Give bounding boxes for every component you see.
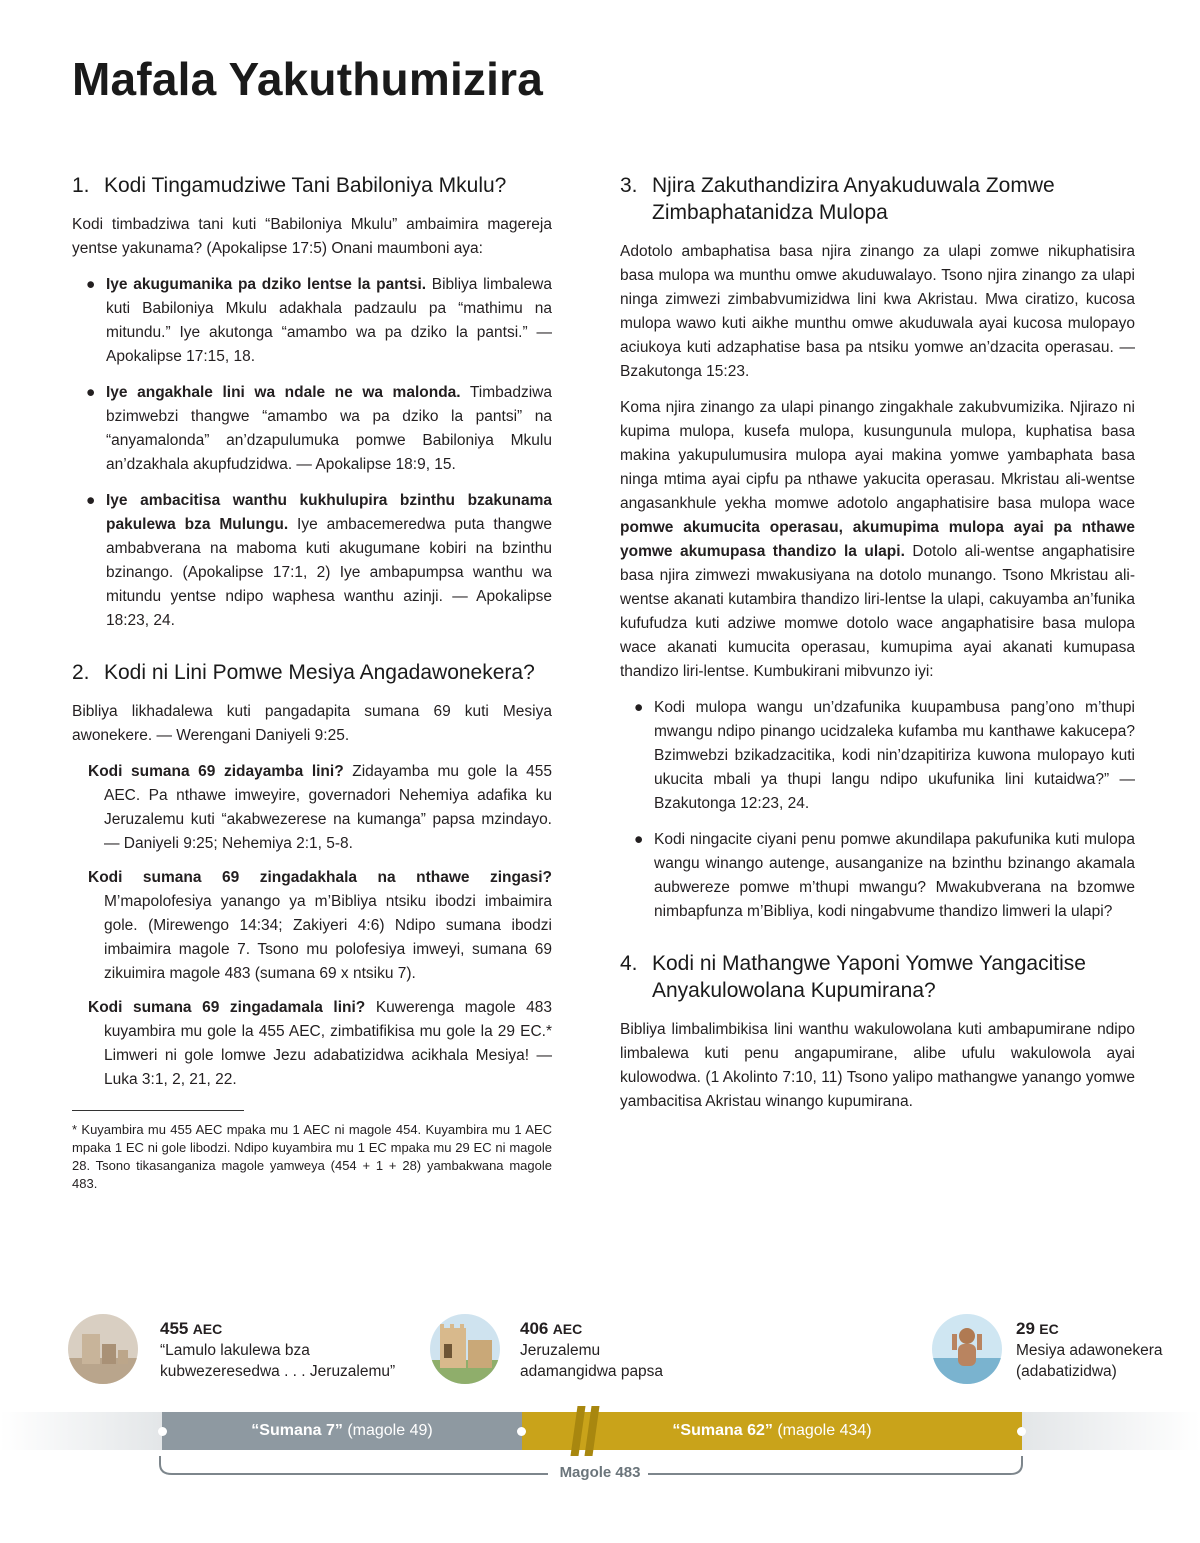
section-4-heading: 4. Kodi ni Mathangwe Yaponi Yomwe Yangacitise Anyakulowolana Kupumirana? <box>620 952 1086 1002</box>
list-item: ● Iye angakhale lini wa ndale ne wa malonda. Timbadziwa bzimwebzi thangwe “amambo wa pa dziko la pantsi” na “anyamalonda” an’dzapulumuka pomwe Babiloniya Mkulu an’dzakhala akupfudzidwa. — Apokalipse 18:9, 15. <box>86 384 552 473</box>
rebuilt-jerusalem-illustration <box>430 1314 500 1384</box>
timeline-lead-in <box>0 1412 162 1450</box>
section-4 <box>620 950 1135 1114</box>
event-455-label: 455 AEC “Lamulo lakulewa bza kubwezeresedwa . . . Jeruzalemu” <box>160 1319 396 1380</box>
section-1-bullets <box>72 273 552 633</box>
timeline <box>0 1300 1200 1500</box>
section-1-heading: 1. Kodi Tingamudziwe Tani Babiloniya Mkulu? <box>72 174 507 197</box>
section-3-paragraph-1: Adotolo ambaphatisa basa njira zinango za ulapi zomwe nikuphatisira basa mulopa wa munthu omwe akuduwalayo. Tsono njira zinango za ulapi ninga zimwezi zimbabvumizidwa lini kwa Akristau. Mwa ciratizo, kucosa mulopa wawo kuti aikhe munthu omwe akuduwala ayai kucosa mulopayo aciukoya kuti adzaphatise basa pa ntsiku yomwe an’dzacita operasau. — Bzakutonga 15:23. <box>620 243 1135 380</box>
right-column <box>620 172 1135 1140</box>
timeline-lead-out <box>1022 1412 1200 1450</box>
baptism-illustration <box>932 1314 1002 1384</box>
timeline-dot <box>517 1427 526 1436</box>
section-2-intro: Bibliya likhadalewa kuti pangadapita sumana 69 kuti Mesiya awonekere. — Werengani Daniyeli 9:25. <box>72 703 552 744</box>
section-1 <box>72 172 552 633</box>
page-title: Mafala Yakuthumizira <box>72 53 543 105</box>
section-3-heading: 3. Njira Zakuthandizira Anyakuduwala Zomwe Zimbaphatanidza Mulopa <box>620 174 1055 224</box>
section-2-heading: 2. Kodi ni Lini Pomwe Mesiya Angadawonekera? <box>72 661 535 684</box>
timeline-dot <box>158 1427 167 1436</box>
section-3-bullets <box>620 696 1135 924</box>
timeline-total: Magole 483 <box>559 1464 641 1481</box>
band-sumana-62: “Sumana 62” (magole 434) <box>522 1412 1022 1450</box>
section-4-paragraph: Bibliya limbalimbikisa lini wanthu wakulowolana kuti ambapumirane ndipo limbalewa kuti penu angapumirane, alibe ufulu wakulowola ayai kulowodwa. (1 Akolinto 7:10, 11) Tsono yalipo mathangwe yanango yomwe yambacitisa Akristau winango kupumirana. <box>620 1021 1135 1110</box>
list-item: ● Kodi mulopa wangu un’dzafunika kuupambusa pang’ono m’thupi mwangu ndipo pinango ucidzaleka kufamba mu kanthawe kakucepa? Bzimwebzi bzikadzacitika, kodi nin’dzapitiriza kuwona mulopayo kuti ukucita mbali ya thupi langu ndipo ukufunika lini kutaidwa?” — Bzakutonga 12:23, 24. <box>634 699 1135 812</box>
question-answer: Kodi sumana 69 zingadamala lini? Kuwerenga magole 483 kuyambira mu gole la 455 AEC, zimbatifikisa mu gole la 29 EC.* Limweri ni gole lomwe Jezu adabatizidwa acikhala Mesiya! — Luka 3:1, 2, 21, 22. <box>88 999 552 1088</box>
list-item: ● Iye ambacitisa wanthu kukhulupira bzinthu bzakunama pakulewa bza Mulungu. Iye ambacemeredwa puta thangwe ambabverana na maboma kuti akugumane kobiri na bzinthu bzinango. (Apokalipse 17:1, 2) Iye ambapumpsa wanthu wa mitundu yentse ndipo waphesa wanthu azinji. — Apokalipse 18:23, 24. <box>86 492 552 629</box>
footnote: * Kuyambira mu 455 AEC mpaka mu 1 AEC ni magole 454. Kuyambira mu 1 AEC mpaka 1 EC ni gole libodzi. Ndipo kuyambira mu 1 EC mpaka mu 29 EC ni magole 28. Tsono tikasanganiza magole yamweya (454 + 1 + 28) yambakwana magole 483. <box>72 1122 552 1191</box>
question-answer: Kodi sumana 69 zidayamba lini? Zidayamba mu gole la 455 AEC. Pa nthawe imweyire, governadori Nehemiya adafika ku Jeruzalemu kuti “akabwezerese na kumanga” papsa mzindayo. — Daniyeli 9:25; Nehemiya 2:1, 5-8. <box>88 763 553 852</box>
section-2 <box>72 659 552 1193</box>
section-3 <box>620 172 1135 924</box>
ruined-city-illustration <box>68 1314 138 1384</box>
band-sumana-7: “Sumana 7” (magole 49) <box>162 1412 522 1450</box>
left-column <box>72 172 552 1219</box>
timeline-dot <box>1017 1427 1026 1436</box>
section-3-paragraph-2: Koma njira zinango za ulapi pinango zingakhale zakubvumizika. Njirazo ni kupima mulopa, kusefa mulopa, kusungunula mulopa, kuphatisa basa makina yakupulumusira mulopa ayai makina yomwe yambaphata basa ninga mtima ayai cipfu pa nthawe yakucita operasau. Mkristau ali-wentse angasankhule yekha momwe adotolo angaphatisire basa mulopa wace pomwe akumucita operasau, akumupima mulopa ayai pa nthawe yomwe akumupasa thandizo la ulapi. Dotolo ali-wentse angaphatisire basa njira zimwezi mwakusiyana na dotolo munango. Tsono Mkristau ali-wentse akanati kutambira thandizo liri-lentse la ulapi, cakuyamba an’funika kufufudza kuti adziwe momwe dotolo wace angaphatisire basa mulopa wace akanati kumucita operasau, kumupima ayai akanati kumupasa thandizo liri-lentse. Kumbukirani mibvunzo iyi: <box>620 399 1135 680</box>
question-answer: Kodi sumana 69 zingadakhala na nthawe zingasi? M’mapolofesiya yanango ya m’Bibliya ntsiku ibodzi imbaimira gole. (Mirewengo 14:34; Zakiyeri 4:6) Ndipo sumana ibodzi imbaimira magole 7. Tsono mu polofesiya imweyi, sumana 69 zikuimira magole 483 (sumana 69 x ntsiku 7). <box>88 869 552 982</box>
list-item: ● Iye akugumanika pa dziko lentse la pantsi. Bibliya limbalewa kuti Babiloniya Mkulu adakhala padzaulu pa “mathimu na mitundu.” Iye akutonga “amambo wa pa dziko la pantsi.” — Apokalipse 17:15, 18. <box>86 276 552 365</box>
footnote-divider <box>72 1110 244 1111</box>
event-406-label: 406 AEC Jeruzalemu adamangidwa papsa <box>520 1319 664 1380</box>
event-29-label: 29 EC Mesiya adawonekera (adabatizidwa) <box>1016 1319 1163 1380</box>
list-item: ● Kodi ningacite ciyani penu pomwe akundilapa pakufunika kuti mulopa wangu winango autenge, ausanganize na bzinthu bzinango akamala aubwereze pomwe m’thupi mwangu? Mwakubverana na bzomwe nimbapfunza m’Bibliya, kodi ningabvume thandizo limweri la ulapi? <box>634 831 1135 920</box>
section-1-intro: Kodi timbadziwa tani kuti “Babiloniya Mkulu” ambaimira magereja yentse yakunama? (Apokalipse 17:5) Onani maumboni aya: <box>72 216 552 257</box>
